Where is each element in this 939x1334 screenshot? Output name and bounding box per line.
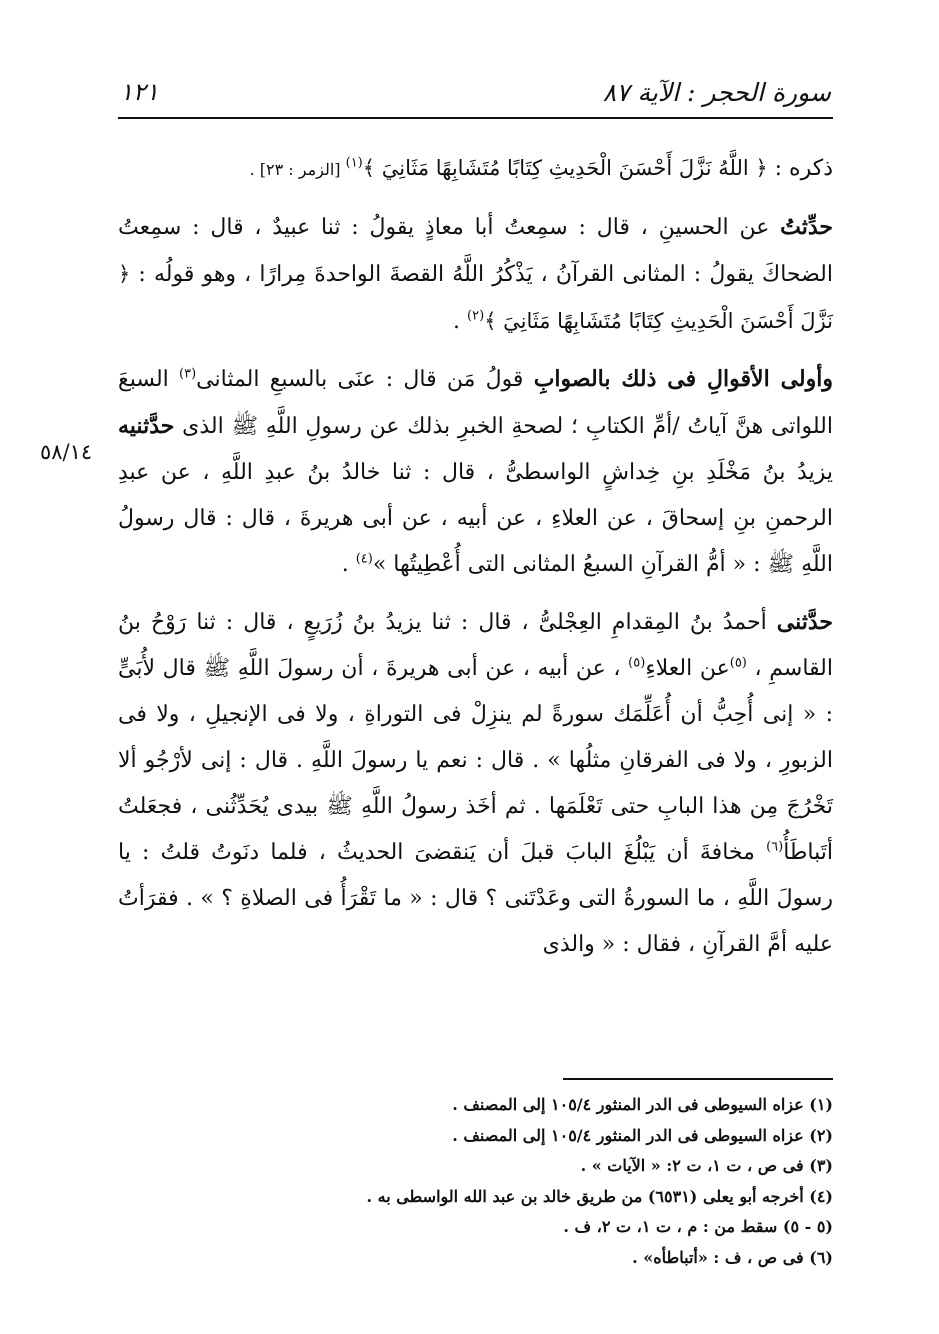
footnote-rule [563,1078,833,1080]
paragraph [118,356,833,588]
footnote-marker[interactable]: (٤) [355,551,373,567]
footnote-marker[interactable]: (٢) [467,308,485,324]
verse-reference: [الزمر : ٢٣] . [249,160,346,179]
paragraph-text: ، عن أبيه ، عن أبى هريرةَ ، أن رسولَ اللَّهِ ﷺ قال لأُبَىٍّ : « إنى أُحِبُّ أن أُعَلِّمَك سورةً لم ينزِلْ فى التوراةِ ، ولا فى الإنجيلِ ، ولا فى الزبورِ ، ولا فى الفرقانِ مثلُها » . قال : نعم يا رسولَ اللَّهِ . قال : إنى لأرْجُو ألا تَخْرُجَ مِن هذا البابِ حتى تَعْلَمَها . ثم أخَذ رسولُ اللَّهِ ﷺ بيدى يُحَدِّثُنى ، فجعَلتُ أتَباطَأُ [118,656,833,865]
footnote-marker[interactable]: (٥) [729,655,747,671]
footnote-item: (٥ - ٥) سقط من : م ، ت ١، ت ٢، ف . [563,1217,833,1236]
footnote-item: (٣) فى ص ، ت ١، ت ٢: « الآيات » . [580,1156,833,1175]
footnote-marker[interactable]: (١) [345,155,363,171]
footnotes [118,1090,833,1273]
footnote-item: (١) عزاه السيوطى فى الدر المنثور ١٠٥/٤ إلى المصنف . [452,1095,833,1114]
quran-verse: ﴿ نَزَّلَ أَحْسَنَ الْحَدِيثِ كِتَابًا مُتَشَابِهًا مَثَانِيَ ﴾ [118,262,833,333]
footnote-marker[interactable]: (٥) [628,655,646,671]
footnote-item: (٤) أخرجه أبو يعلى (٦٥٣١) من طريق خالد بن عبد الله الواسطى به . [366,1186,833,1206]
paragraph-text: أحمدُ بنُ المِقدامِ العِجْلىُّ ، قال : ثنا يزيدُ بنُ زُرَيعٍ ، قال : ثنا رَوْحُ بنُ القاسمِ ، [118,610,833,681]
paragraph-text: قولُ مَن قال : عنَى بالسبعِ المثانى [196,367,534,392]
paragraph-text: ذكره : [767,156,833,181]
paragraph-text: يزيدُ بنُ مَخْلَدِ بنِ خِداشٍ الواسطىُّ ، قال : ثنا خالدُ بنُ عبدِ اللَّهِ ، عن عبدِ الرحمنِ بنِ إسحاقَ ، عن العلاءِ ، عن أبيه ، عن أبى هريرةَ ، قال : قال رسولُ اللَّهِ ﷺ : « أمُّ القرآنِ السبعُ المثانى التى أُعْطِيتُها » [118,460,833,577]
paragraph-text: السبعَ اللواتى هنَّ آياتُ /أمِّ الكتابِ ؛ لصحةِ الخبرِ بذلك عن رسولِ اللَّهِ ﷺ الذى [118,367,833,439]
paragraph-text: عن العلاءِ [645,656,730,681]
paragraph-lead: حدَّثنيه [118,413,175,439]
paragraph-lead: حدَّثنى [776,609,833,635]
body-text [118,145,833,968]
margin-note: ٥٨/١٤ [40,440,93,464]
footnote-marker[interactable]: (٣) [179,366,197,382]
paragraph-text: . [453,309,468,334]
footnote-item: (٦) فى ص ، ف : «أتباطأه» . [632,1247,833,1267]
paragraph [118,145,833,193]
header-title: سورة الحجر : الآية ٨٧ [602,77,831,107]
quran-verse: ﴿ اللَّهُ نَزَّلَ أَحْسَنَ الْحَدِيثِ كِتَابًا مُتَشَابِهًا مَثَانِيَ ﴾ [362,156,768,180]
running-header [120,72,831,112]
footnote-item: (٢) عزاه السيوطى فى الدر المنثور ١٠٥/٤ إلى المصنف . [452,1125,833,1145]
paragraph [118,204,833,345]
paragraph-lead: حدِّثتُ [780,214,833,240]
paragraph-text: مخافةَ أن يَبْلُغَ البابَ قبلَ أن يَنقضىَ الحديثُ ، فلما دنَوتُ قلتُ : يا رسولَ اللَّهِ ، ما السورةُ التى وعَدْتَنى ؟ قال : « ما تَقْرَأُ فى الصلاةِ ؟ » . فقرَأتُ عليه أمَّ القرآنِ ، فقال : « والذى [118,840,833,957]
footnote-marker[interactable]: (٦) [766,839,784,855]
paragraph-lead: وأولى الأقوالِ فى ذلك بالصوابِ [533,366,833,392]
paragraph [118,599,833,968]
paragraph-text: عن الحسينِ ، قال : سمِعتُ أبا معاذٍ يقولُ : ثنا عبيدٌ ، قال : سمِعتُ الضحاكَ يقولُ : المثانى القرآنُ ، يَذْكُرُ اللَّهُ القصةَ الواحدةَ مِرارًا ، وهو قولُه : [118,215,833,287]
paragraph-text: . [341,552,356,577]
page-number: ١٢١ [120,78,159,106]
header-rule [118,117,833,119]
